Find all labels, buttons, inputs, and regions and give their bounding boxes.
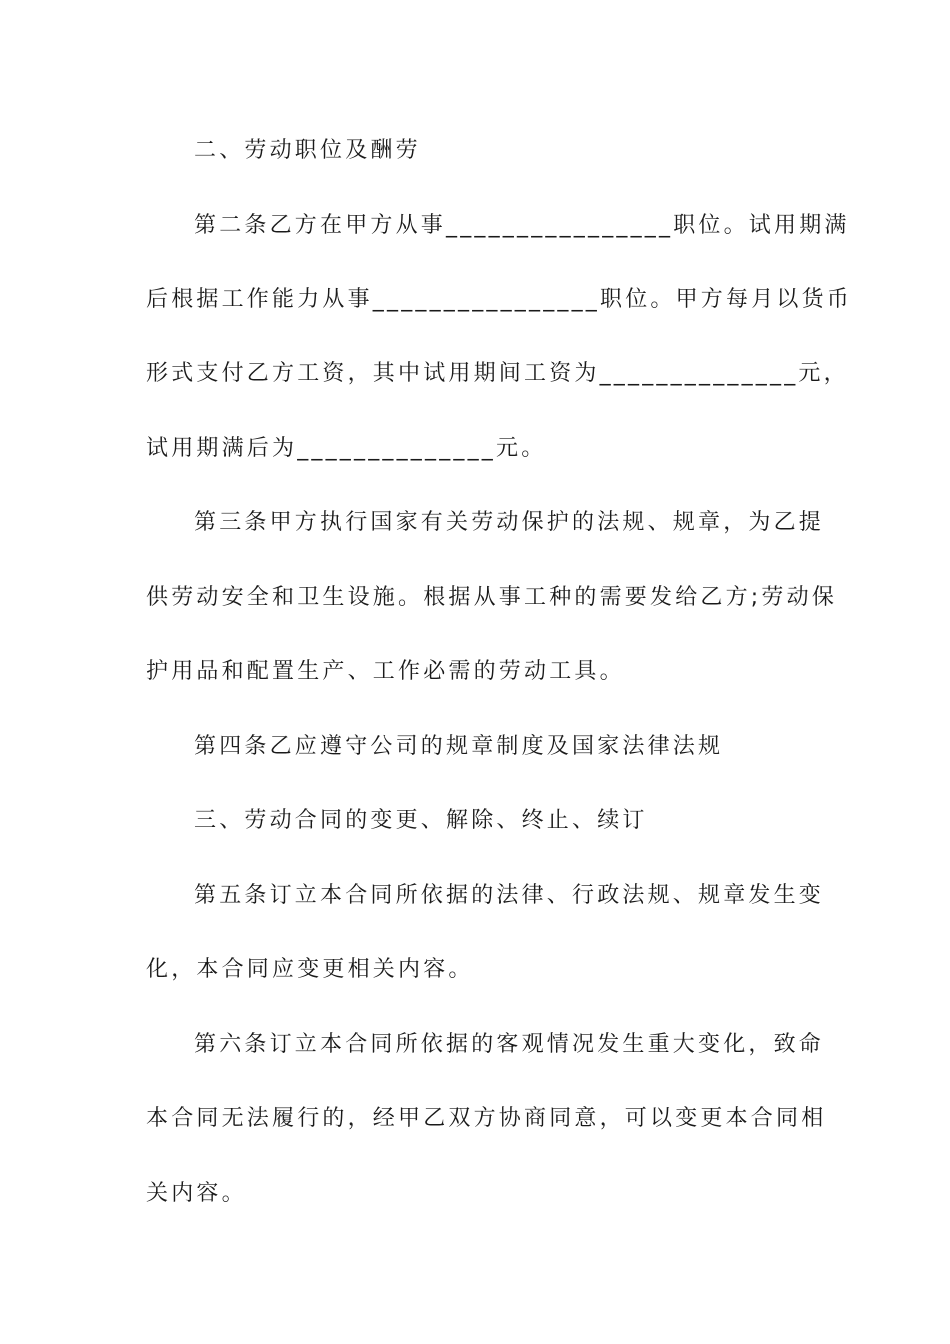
section-heading-3: 三、劳动合同的变更、解除、终止、续订 [194, 808, 648, 833]
article-2-line-3: 形式支付乙方工资，其中试用期间工资为______________元， [146, 361, 849, 386]
article-3-line-2: 供劳动安全和卫生设施。根据从事工种的需要发给乙方;劳动保 [146, 585, 838, 610]
article-2-line-2: 后根据工作能力从事________________职位。甲方每月以货币 [146, 287, 853, 312]
article-6-line-3: 关内容。 [146, 1181, 247, 1206]
article-5-line-2: 化，本合同应变更相关内容。 [146, 957, 474, 982]
article-3-line-1: 第三条甲方执行国家有关劳动保护的法规、规章，为乙提 [194, 510, 825, 535]
article-5-line-1: 第五条订立本合同所依据的法律、行政法规、规章发生变 [194, 883, 825, 908]
article-3-line-3: 护用品和配置生产、工作必需的劳动工具。 [146, 659, 625, 684]
article-4-line-1: 第四条乙应遵守公司的规章制度及国家法律法规 [194, 734, 724, 759]
article-6-line-1: 第六条订立本合同所依据的客观情况发生重大变化，致命 [194, 1032, 825, 1057]
article-6-line-2: 本合同无法履行的，经甲乙双方协商同意，可以变更本合同相 [146, 1106, 827, 1131]
article-2-line-1: 第二条乙方在甲方从事________________职位。试用期满 [194, 213, 850, 238]
section-heading-2: 二、劳动职位及酬劳 [194, 138, 421, 163]
article-2-line-4: 试用期满后为______________元。 [146, 436, 547, 461]
